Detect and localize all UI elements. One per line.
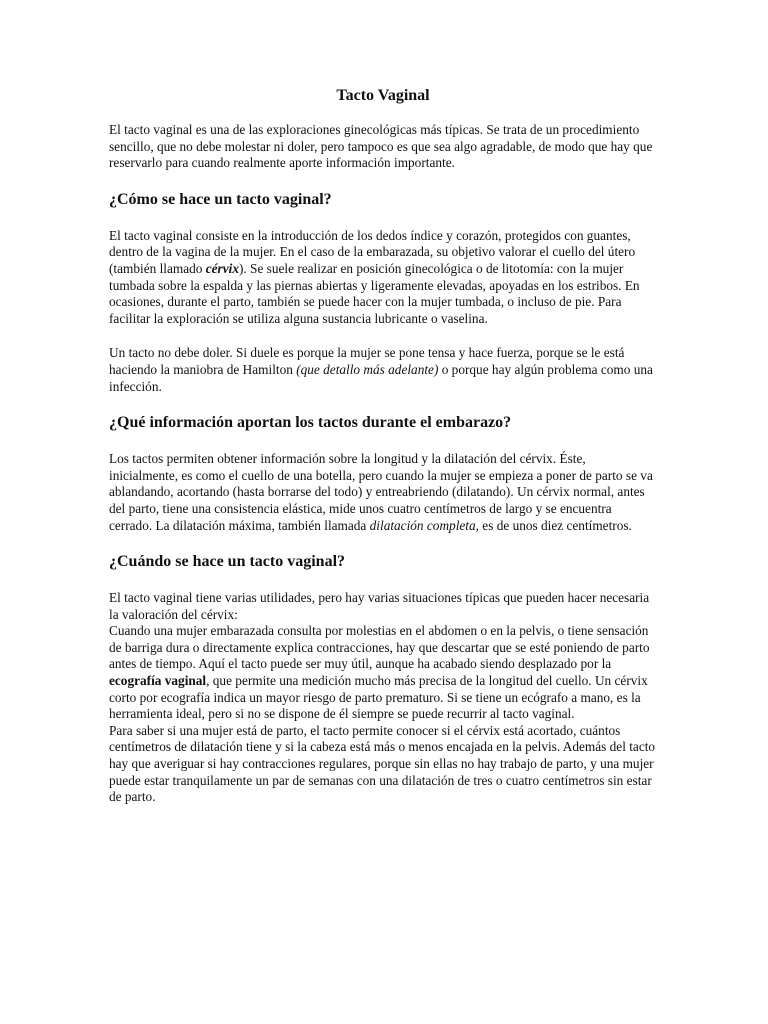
section-paragraph <box>109 451 657 534</box>
section-paragraph <box>109 623 657 723</box>
section-que-informacion <box>109 413 657 534</box>
term-cervix: cérvix <box>205 260 239 276</box>
section-paragraph: Para saber si una mujer está de parto, el tacto permite conocer si el cérvix está acortado, cuántos centímetros de dilatación tiene y si la cabeza está más o menos encajada en la pelvis. Además del tacto hay que averiguar si hay contracciones regulares, porque sin ellas no hay trabajo de parto, y una mujer puede estar tranquilamente un par de semanas con una dilatación de tres o cuatro centímetros sin estar de parto. <box>109 722 656 805</box>
document-page <box>109 86 657 806</box>
section-como-se-hace <box>109 190 657 395</box>
section-paragraph <box>109 345 657 395</box>
section-cuando-se-hace <box>109 552 657 806</box>
section-heading: ¿Cuándo se hace un tacto vaginal? <box>109 553 346 571</box>
document-title: Tacto Vaginal <box>336 87 430 104</box>
text-run: o porque hay algún problema como una infección. <box>109 361 653 394</box>
intro-paragraph: El tacto vaginal es una de las exploraciones ginecológicas más típicas. Se trata de un procedimiento sencillo, que no debe molestar ni doler, pero tampoco es que sea algo agradable, de modo que hay que reservarlo para cuando realmente aporte información importante. <box>109 122 653 171</box>
text-run: ). Se suele realizar en posición ginecológica o de litotomía: con la mujer tumbada sobre la espalda y las piernas abiertas y ligeramente elevadas, apoyadas en los estribos. En ocasiones, durante el parto, también se puede hacer con la mujer tumbada, o incluso de pie. Para facilitar la exploración se utiliza alguna sustancia lubricante o vaselina. <box>109 260 640 326</box>
text-run: , que permite una medición mucho más precisa de la longitud del cuello. Un cérvix corto por ecografía indica un mayor riesgo de parto prematuro. Si se tiene un ecógrafo a mano, es la herramienta ideal, pero si no se dispone de él siempre se puede recurrir al tacto vaginal. <box>109 673 648 722</box>
section-paragraph <box>109 228 657 328</box>
italic-note: (que detallo más adelante) <box>296 361 439 377</box>
section-heading: ¿Cómo se hace un tacto vaginal? <box>109 190 332 208</box>
term-dilatacion-completa: dilatación completa <box>369 517 476 533</box>
text-run: El tacto vaginal consiste en la introducción de los dedos índice y corazón, protegidos con guantes, dentro de la vagina de la mujer. En el caso de la embarazada, su objetivo valorar el cuello del útero (también llamado <box>109 227 636 276</box>
section-heading: ¿Qué información aportan los tactos durante el embarazo? <box>109 414 512 432</box>
section-paragraph: El tacto vaginal tiene varias utilidades, pero hay varias situaciones típicas que pueden hacer necesaria la valoración del cérvix: <box>109 590 650 622</box>
text-run: Cuando una mujer embarazada consulta por molestias en el abdomen o en la pelvis, o tiene sensación de barriga dura o directamente explica contracciones, hay que descartar que se esté poniendo de parto antes de tiempo. Aquí el tacto puede ser muy útil, aunque ha acabado siendo desplazado por la <box>109 623 650 672</box>
text-run: Un tacto no debe doler. Si duele es porque la mujer se pone tensa y hace fuerza, porque se le está haciendo la maniobra de Hamilton <box>109 345 625 377</box>
text-run: , es de unos diez centímetros. <box>475 517 632 533</box>
text-run: Los tactos permiten obtener información sobre la longitud y la dilatación del cérvix. Éste, inicialmente, es como el cuello de una botella, pero cuando la mujer se empieza a poner de parto se va ablandando, acortando (hasta borrarse del todo) y entreabriendo (dilatando). Un cérvix normal, antes del parto, tiene una consistencia elástica, mide unos cuatro centímetros de largo y se encuentra cerrado. La dilatación máxima, también llamada <box>109 451 653 533</box>
term-ecografia-vaginal: ecografía vaginal <box>109 673 207 689</box>
